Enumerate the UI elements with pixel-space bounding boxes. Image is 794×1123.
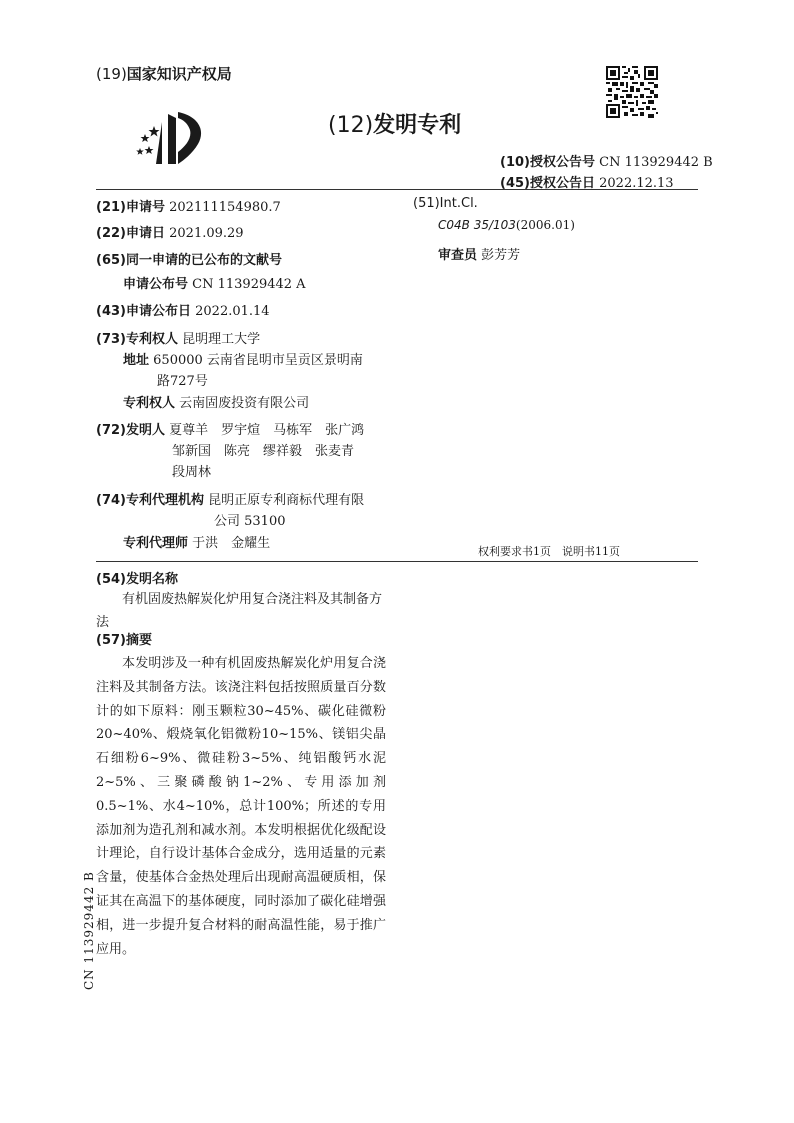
patentee-label: (73)专利权人 <box>96 332 178 347</box>
inventors-row <box>96 419 364 438</box>
grant-pub-no: CN 113929442 B <box>599 155 713 170</box>
prior-pub-no-label: 申请公布号 <box>123 277 189 292</box>
prior-pub-no-row <box>123 273 306 292</box>
app-no-label: (21)申请号 <box>96 200 165 215</box>
prior-pub-no: CN 113929442 A <box>192 277 306 292</box>
inventors-line2: 邹新国 陈亮 缪祥毅 张麦青 <box>172 444 355 459</box>
office-name: 国家知识产权局 <box>126 65 232 83</box>
agency-row <box>96 489 364 508</box>
intcl-code: C04B 35/103 <box>438 218 516 232</box>
app-date: 2021.09.29 <box>169 226 244 241</box>
biblio-bottom-rule <box>96 561 698 562</box>
patentee2: 云南固废投资有限公司 <box>179 396 310 411</box>
examiner-label: 审查员 <box>438 248 478 263</box>
patentee-row <box>96 328 260 347</box>
examiner-row <box>438 244 520 263</box>
examiner: 彭芳芳 <box>481 248 521 263</box>
prior-pub-date: 2022.01.14 <box>195 304 270 319</box>
prior-pub-date-row <box>96 300 270 319</box>
address-line1: 650000 云南省昆明市呈贡区景明南 <box>153 353 363 368</box>
abstract-text: 本发明涉及一种有机固废热解炭化炉用复合浇注料及其制备方法。该浇注料包括按照质量百分数计的如下原料：刚玉颗粒30~45%、碳化硅微粉20~40%、煅烧氧化铝微粉10~15%、镁铝尖晶石细粉6~9%、微硅粉3~5%、纯铝酸钙水泥2~5%、三聚磷酸钠1~2%、专用添加剂0.5~1%、水4~10%，总计100%；所述的专用添加剂为造孔剂和减水剂。本发明根据优化级配设计理论，自行设计基体合金成分，选用适量的元素含量，使基体合金热处理后出现耐高温硬质相，保证其在高温下的基体硬度，同时添加了碳化硅增强相，进一步提升复合材料的耐高温性能，易于推广应用。 <box>96 656 386 957</box>
agency-line1: 昆明正原专利商标代理有限 <box>208 493 365 508</box>
qr-code-icon <box>606 66 658 118</box>
grant-pub-no-row <box>500 151 713 170</box>
cnipa-emblem-icon <box>132 108 208 170</box>
address-label: 地址 <box>123 353 150 368</box>
title-label: (54)发明名称 <box>96 572 178 587</box>
app-date-label: (22)申请日 <box>96 226 165 241</box>
invention-title: 有机固废热解炭化炉用复合浇注料及其制备方法 <box>96 592 383 630</box>
patentee2-label: 专利权人 <box>123 396 176 411</box>
intcl-version: (2006.01) <box>515 218 575 232</box>
doc-type-code: (12) <box>328 113 374 138</box>
agency-label: (74)专利代理机构 <box>96 493 204 508</box>
app-no: 202111154980.7 <box>169 200 281 215</box>
agent: 于洪 金耀生 <box>192 536 271 551</box>
inventors-label: (72)发明人 <box>96 423 165 438</box>
header-rule <box>96 189 698 190</box>
app-no-row <box>96 196 281 215</box>
page-count: 权利要求书1页 说明书11页 <box>478 545 620 558</box>
intcl-row <box>438 218 575 232</box>
side-pub-code: CN 113929442 B <box>82 871 96 990</box>
address-line2: 路727号 <box>157 374 208 389</box>
app-date-row <box>96 222 244 241</box>
grant-pub-no-label: (10)授权公告号 <box>500 155 595 170</box>
grant-pub-date: 2022.12.13 <box>599 176 674 191</box>
agent-row <box>123 532 270 551</box>
inventors-line3: 段周林 <box>172 465 212 480</box>
address-row <box>123 349 363 368</box>
prior-pub-label: (65)同一申请的已公布的文献号 <box>96 253 282 268</box>
patentee2-row <box>123 392 309 411</box>
inventors-line1: 夏尊羊 罗宇煊 马栋军 张广鸿 <box>169 423 365 438</box>
office-code: (19) <box>96 65 127 83</box>
patentee: 昆明理工大学 <box>182 332 261 347</box>
abstract-label: (57)摘要 <box>96 633 152 648</box>
doc-type <box>328 108 461 139</box>
prior-pub-date-label: (43)申请公布日 <box>96 304 191 319</box>
grant-pub-date-label: (45)授权公告日 <box>500 176 595 191</box>
agency-line2: 公司 53100 <box>214 514 286 529</box>
agent-label: 专利代理师 <box>123 536 189 551</box>
doc-type-label: 发明专利 <box>373 113 462 138</box>
intcl-label: (51)Int.Cl. <box>413 196 478 211</box>
office-header <box>96 63 232 84</box>
